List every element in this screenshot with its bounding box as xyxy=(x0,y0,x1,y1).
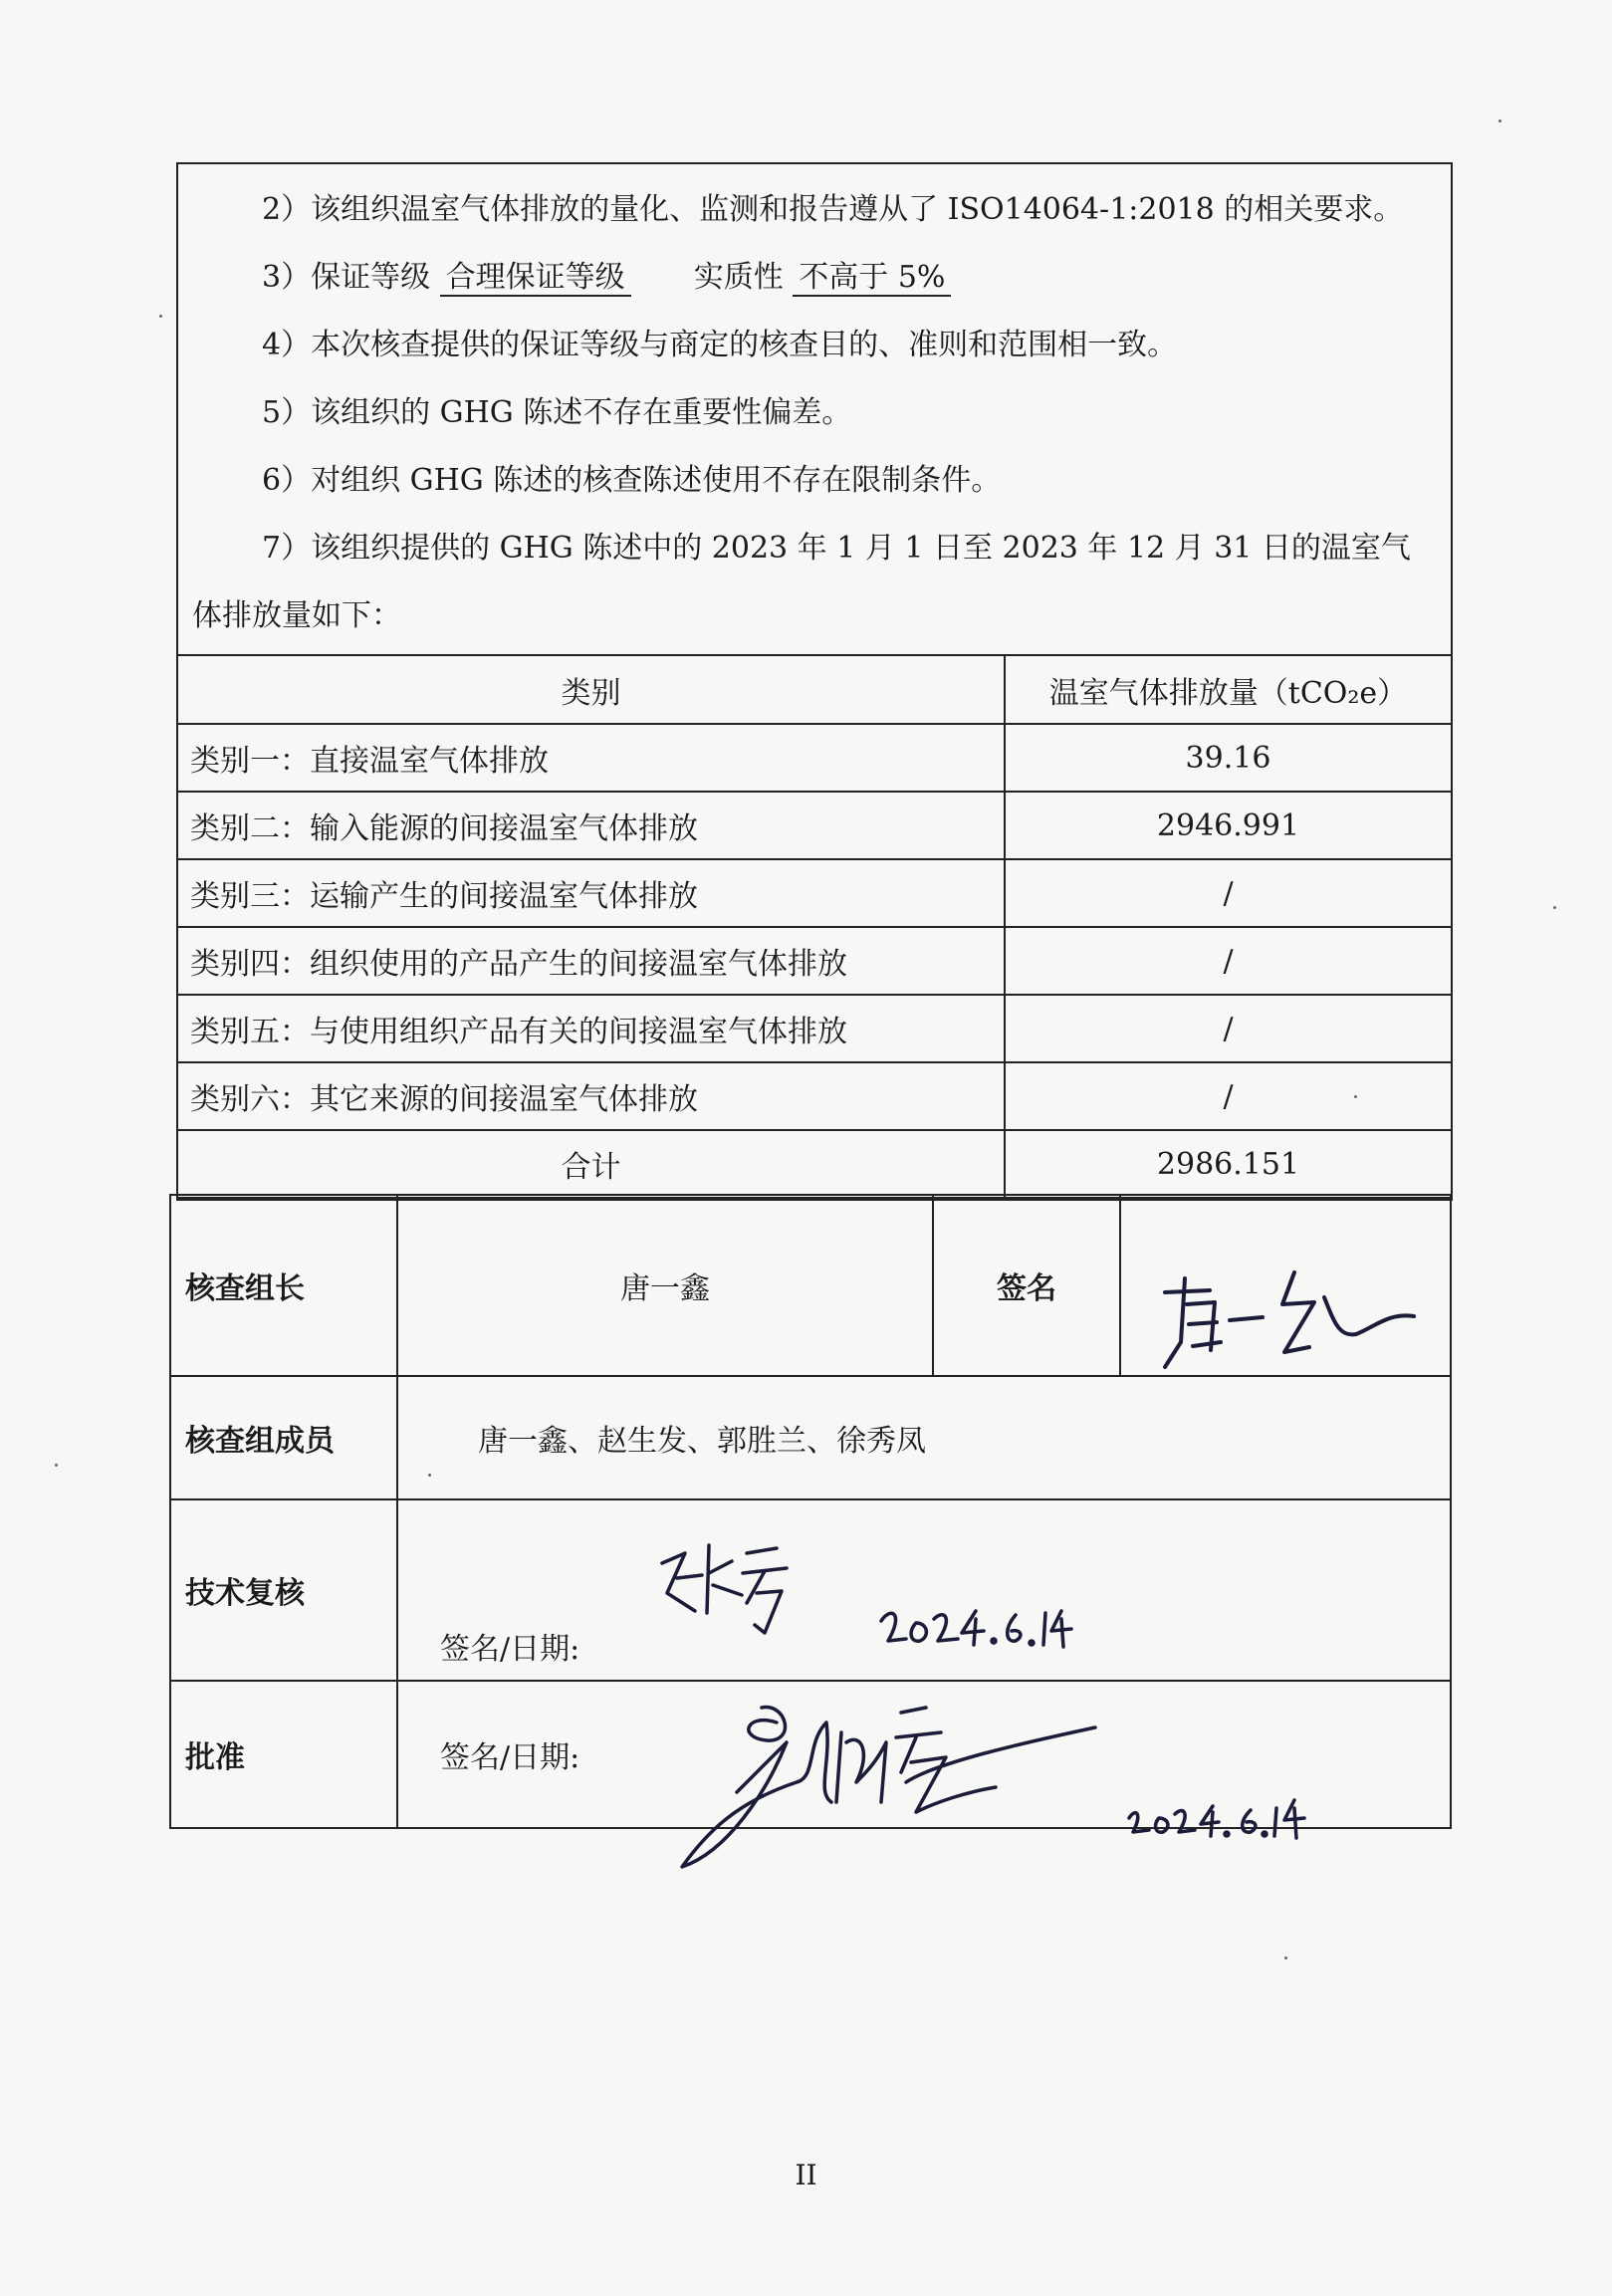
table-row xyxy=(178,995,1451,1062)
header-amount: 温室气体排放量（tCO₂e） xyxy=(1005,656,1451,724)
members-list: 唐一鑫、赵生发、郭胜兰、徐秀凤 xyxy=(397,1376,1451,1499)
approval-sign-label: 签名/日期: xyxy=(440,1740,580,1775)
verification-statement-frame xyxy=(176,162,1453,1201)
category-cell: 类别五：与使用组织产品有关的间接温室气体排放 xyxy=(178,995,1005,1062)
category-cell: 类别一：直接温室气体排放 xyxy=(178,724,1005,792)
approval-row xyxy=(170,1681,1451,1828)
statement-7: 7）该组织提供的 GHG 陈述中的 2023 年 1 月 1 日至 2023 年 12 月 31 日的温室气 xyxy=(262,531,1411,566)
materiality-value: 不高于 5% xyxy=(793,260,951,297)
total-amount: 2986.151 xyxy=(1005,1130,1451,1198)
signoff-section xyxy=(169,1194,1452,1829)
table-row xyxy=(178,859,1451,927)
review-sign-label: 签名/日期: xyxy=(440,1632,580,1667)
amount-cell: / xyxy=(1005,995,1451,1062)
total-label: 合计 xyxy=(178,1130,1005,1198)
table-row xyxy=(178,927,1451,995)
statement-7-cont: 体排放量如下： xyxy=(192,598,401,633)
materiality-label: 实质性 xyxy=(693,260,784,295)
signature-label: 签名 xyxy=(933,1195,1120,1376)
statement-2: 2）该组织温室气体排放的量化、监测和报告遵从了 ISO14064-1:2018 的相关要求。 xyxy=(262,192,1404,227)
review-sign-cell xyxy=(397,1499,1451,1681)
members-label: 核查组成员 xyxy=(170,1376,397,1499)
statement-3 xyxy=(192,244,1437,312)
page-number: II xyxy=(795,2159,817,2191)
category-cell: 类别三：运输产生的间接温室气体排放 xyxy=(178,859,1005,927)
statement-4: 4）本次核查提供的保证等级与商定的核查目的、准则和范围相一致。 xyxy=(262,328,1178,362)
statement-6: 6）对组织 GHG 陈述的核查陈述使用不存在限制条件。 xyxy=(262,463,1002,498)
category-cell: 类别二：输入能源的间接温室气体排放 xyxy=(178,792,1005,859)
category-cell: 类别六：其它来源的间接温室气体排放 xyxy=(178,1062,1005,1130)
assurance-prefix: 3）保证等级 xyxy=(262,260,431,295)
signoff-table xyxy=(169,1194,1452,1829)
amount-cell: / xyxy=(1005,927,1451,995)
emissions-header-row xyxy=(178,656,1451,724)
category-cell: 类别四：组织使用的产品产生的间接温室气体排放 xyxy=(178,927,1005,995)
table-row xyxy=(178,724,1451,792)
emissions-table xyxy=(178,656,1451,1199)
review-row xyxy=(170,1499,1451,1681)
statement-5: 5）该组织的 GHG 陈述不存在重要性偏差。 xyxy=(262,395,852,430)
statement-section xyxy=(178,164,1451,656)
amount-cell: / xyxy=(1005,859,1451,927)
review-label: 技术复核 xyxy=(170,1499,397,1681)
leader-signature-cell xyxy=(1120,1195,1451,1376)
amount-cell: / xyxy=(1005,1062,1451,1130)
approval-sign-cell xyxy=(397,1681,1451,1828)
table-row xyxy=(178,792,1451,859)
leader-name: 唐一鑫 xyxy=(397,1195,933,1376)
amount-cell: 2946.991 xyxy=(1005,792,1451,859)
amount-cell: 39.16 xyxy=(1005,724,1451,792)
leader-row xyxy=(170,1195,1451,1376)
total-row xyxy=(178,1130,1451,1198)
members-row xyxy=(170,1376,1451,1499)
approval-label: 批准 xyxy=(170,1681,397,1828)
header-category: 类别 xyxy=(178,656,1005,724)
assurance-level: 合理保证等级 xyxy=(440,260,631,297)
leader-label: 核查组长 xyxy=(170,1195,397,1376)
table-row xyxy=(178,1062,1451,1130)
